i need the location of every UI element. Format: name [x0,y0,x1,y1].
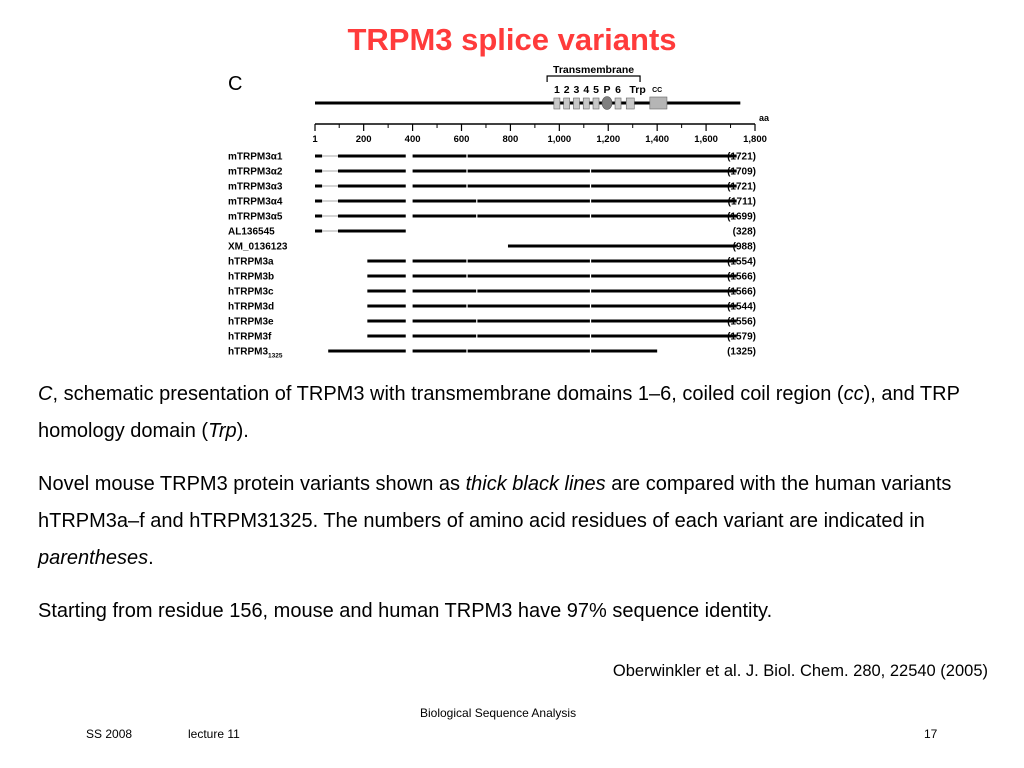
variant-label-text: hTRPM3f [228,331,272,343]
tm-domain-1 [554,98,560,109]
variant-label-text: mTRPM3α2 [228,166,283,178]
variant-label-text: hTRPM3 [228,346,268,358]
variant-residue-count: (1699) [727,211,756,223]
slide-title: TRPM3 splice variants [347,22,677,57]
tm-domain-5 [593,98,599,109]
variant-label-text: hTRPM3b [228,271,275,283]
tm-label-4: 4 [583,84,590,96]
tm-label-2: 2 [563,84,570,96]
variant-residue-count: (328) [732,226,756,238]
axis-tick-label: 400 [404,134,421,145]
tm-domain-6 [615,98,621,109]
footer-page-number: 17 [924,727,938,741]
variant-label [228,317,274,328]
axis-tick-label: 1,000 [547,134,572,145]
axis-tick-label: 1,400 [645,134,670,145]
tm-domain-2 [564,98,570,109]
variant-label-text: mTRPM3α1 [228,151,283,163]
variant-label [228,302,274,313]
variant-label [228,182,283,193]
variant-label-subscript: 1325 [268,352,283,360]
paragraph-3-run-1: Starting from residue 156, mouse and human TRPM3 have 97% sequence identity. [38,600,773,622]
paragraph-2-run-1: Novel mouse TRPM3 protein variants shown as [38,473,466,495]
transmembrane-bracket [547,76,640,82]
axis-tick-label: 800 [502,134,519,145]
variant-residue-count: (1579) [727,331,756,343]
variant-residue-count: (1325) [727,346,756,358]
paragraph-1-run-3: cc [843,383,864,405]
variant-label [228,257,274,268]
variant-label [228,152,283,163]
panel-label: C [228,73,243,95]
paragraph-2-run-3: are compared with the human variants hTRPM3a–f and hTRPM31325. The numbers of amino acid residues of each variant are indicated in [38,473,952,532]
variant-residue-count: (1544) [727,301,756,313]
tm-label-5: 5 [593,84,599,96]
variant-label-text: hTRPM3c [228,286,274,298]
description-paragraph-2 [38,466,998,577]
variant-residue-count: (1721) [727,151,756,163]
paragraph-2-run-2: thick black lines [465,473,606,495]
description-paragraph-1 [38,376,998,450]
p-loop-domain [602,97,612,110]
variant-residue-count: (988) [732,241,756,253]
paragraph-1-run-1: C [38,383,53,405]
variant-label [228,197,283,208]
paragraph-2-run-5: . [148,547,154,569]
variant-label-text: mTRPM3α5 [228,211,283,223]
transmembrane-label: Transmembrane [553,64,635,76]
variant-label [228,167,283,178]
coiled-coil-domain [650,97,667,109]
axis-tick-label: 1,800 [743,134,767,145]
tm-domain-4 [583,98,589,109]
axis-tick-label: 1,600 [694,134,718,145]
variant-residue-count: (1711) [727,196,756,208]
axis-tick-label: 200 [355,134,372,145]
trp-domain [626,98,634,109]
tm6-label: 6 [615,84,621,96]
variant-label [228,347,283,360]
variant-label [228,227,275,238]
variant-residue-count: (1566) [727,286,756,298]
paragraph-2-run-4: parentheses [38,547,149,569]
variant-residue-count: (1566) [727,271,756,283]
variant-label [228,212,283,223]
variant-label-text: mTRPM3α4 [228,196,283,208]
variant-label-text: hTRPM3a [228,256,274,268]
paragraph-1-run-2: , schematic presentation of TRPM3 with transmembrane domains 1–6, coiled coil region ( [52,383,844,405]
paragraph-1-run-4: ), and TRP homology domain ( [38,383,960,442]
axis-tick-label: 1 [312,134,318,145]
variant-residue-count: (1721) [727,181,756,193]
trp-label: Trp [629,84,646,96]
trpm3-variant-diagram [220,60,780,360]
tm-domain-3 [573,98,579,109]
axis-tick-label: 600 [453,134,470,145]
variant-label [228,272,274,283]
variant-label [228,332,272,343]
variant-residue-count: (1554) [727,256,756,268]
citation: Oberwinkler et al. J. Biol. Chem. 280, 22540 (2005) [612,662,988,680]
variant-label [228,242,288,253]
coiled-coil-label: CC [652,87,663,94]
variant-label-text: XM_0136123 [228,241,288,253]
axis-unit-label: aa [759,113,770,123]
variant-label-text: hTRPM3d [228,301,275,313]
variant-label-text: hTRPM3e [228,316,274,328]
tm-label-3: 3 [573,84,580,96]
footer-term: SS 2008 [86,727,133,741]
variant-label-text: mTRPM3α3 [228,181,283,193]
variant-residue-count: (1709) [727,166,756,178]
description-paragraph-3 [38,593,998,630]
variant-residue-count: (1556) [727,316,756,328]
tm-label-1: 1 [553,84,560,96]
variant-label [228,287,274,298]
footer-lecture: lecture 11 [188,727,240,741]
axis-tick-label: 1,200 [596,134,621,145]
footer-course: Biological Sequence Analysis [420,706,577,720]
paragraph-1-run-6: ). [236,420,249,442]
p-loop-label: P [603,84,611,96]
variant-label-text: AL136545 [228,226,275,238]
paragraph-1-run-5: Trp [208,420,237,442]
